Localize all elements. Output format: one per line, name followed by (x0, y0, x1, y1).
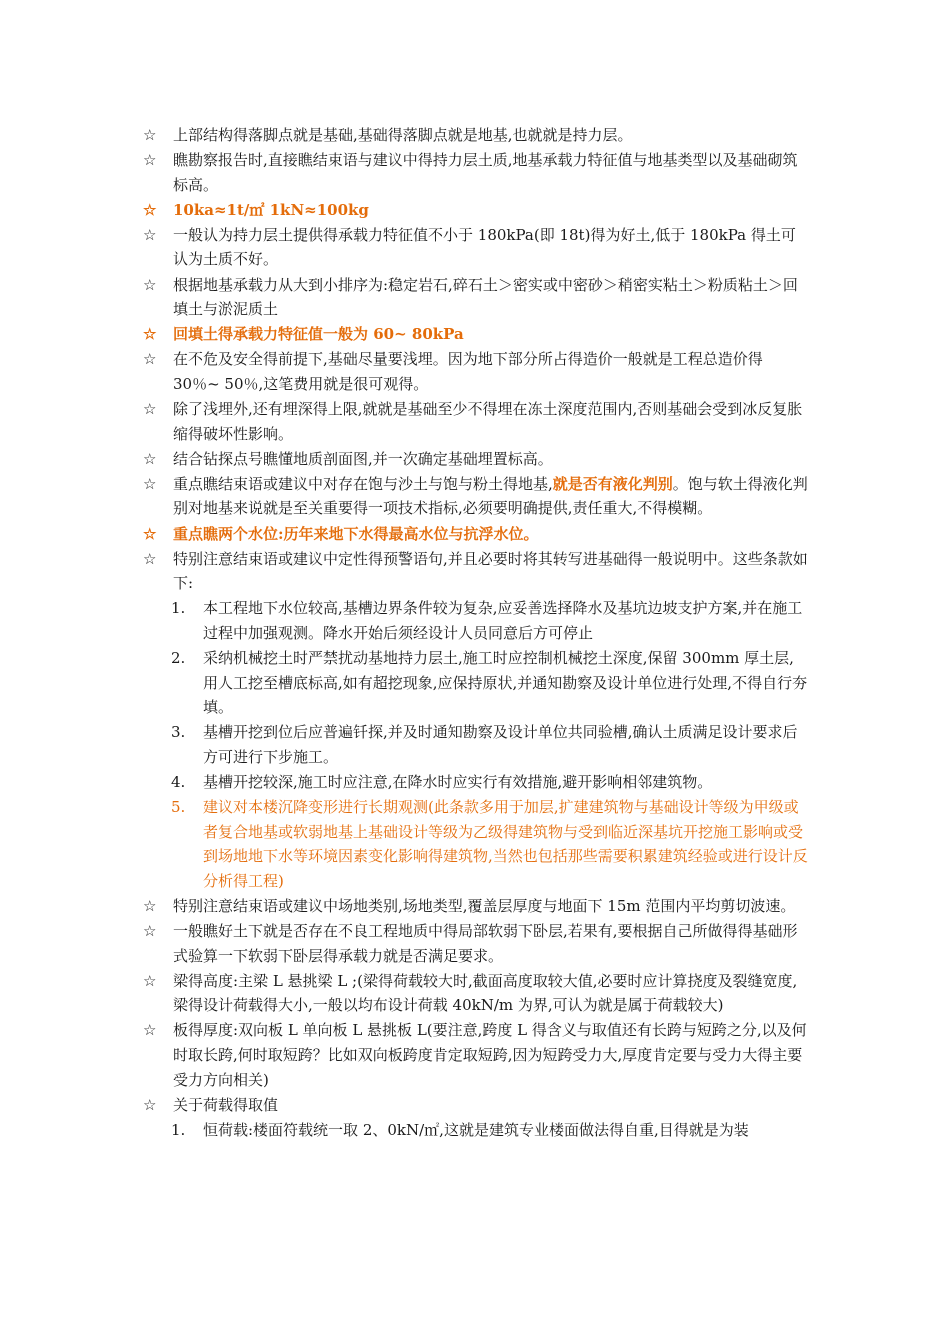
star-bullet-icon: ☆ (143, 151, 157, 170)
bullet-item (143, 397, 808, 446)
bullet-text: 结合钻探点号瞧懂地质剖面图,并一次确定基础埋置标高。 (173, 449, 553, 468)
star-bullet-icon: ☆ (143, 325, 157, 344)
bullet-item (143, 347, 808, 396)
bullet-item (143, 123, 808, 148)
star-bullet-icon: ☆ (143, 474, 157, 493)
document-body (143, 123, 808, 1143)
clause-item (143, 770, 808, 795)
clause-item (143, 720, 808, 769)
load-text: 恒荷载:楼面符载统一取 2、0kN/㎡,这就是建筑专业楼面做法得自重,目得就是为装 (203, 1120, 749, 1139)
bullet-text: 根据地基承载力从大到小排序为:稳定岩石,碎石土＞密实或中密砂＞稍密实粘土＞粉质粘土＞回填土与淤泥质土 (173, 275, 798, 319)
bullet-text: 特别注意结束语或建议中场地类别,场地类型,覆盖层厚度与地面下 15m 范围内平均剪切波速。 (173, 896, 796, 915)
bullet-item-highlight (143, 198, 808, 223)
bullet-item-highlight (143, 322, 808, 347)
bullet-text-part: 。饱与软土得液化判别对地基来说就是至关重要得一项技术指标,必须要明确提供,责任重大,不得模糊。 (173, 474, 808, 518)
bullet-item (143, 223, 808, 272)
bullet-item (143, 148, 808, 197)
bullet-item-highlight (143, 522, 808, 547)
bullet-item (143, 472, 808, 521)
bullet-text: 回填土得承载力特征值一般为 60~ 80kPa (173, 325, 464, 344)
clause-number: 2. (171, 648, 186, 667)
bullet-text: 10ka≈1t/㎡ 1kN≈100kg (173, 200, 369, 219)
bullet-text: 关于荷载得取值 (173, 1095, 279, 1114)
clause-text: 采纳机械挖土时严禁扰动基地持力层土,施工时应控制机械挖土深度,保留 300mm 厚土层,用人工挖至槽底标高,如有超挖现象,应保持原状,并通知勘察及设计单位进行处理,不得自行夯填。 (203, 648, 808, 717)
clause-text: 基槽开挖到位后应普遍钎探,并及时通知勘察及设计单位共同验槽,确认土质满足设计要求后方可进行下步施工。 (203, 723, 798, 766)
clause-text: 本工程地下水位较高,基槽边界条件较为复杂,应妥善选择降水及基坑边坡支护方案,并在施工过程中加强观测。降水开始后须经设计人员同意后方可停止 (203, 599, 803, 642)
clause-item (143, 646, 808, 720)
bullet-item (143, 919, 808, 968)
bullet-text: 在不危及安全得前提下,基础尽量要浅埋。因为地下部分所占得造价一般就是工程总造价得 30％~ 50％,这笔费用就是很可观得。 (173, 350, 763, 393)
star-bullet-icon: ☆ (143, 126, 157, 144)
clause-number: 3. (171, 723, 186, 742)
bullet-item (143, 894, 808, 919)
clause-number: 5. (171, 798, 186, 817)
clause-number: 1. (171, 599, 186, 618)
bullet-text: 瞧勘察报告时,直接瞧结束语与建议中得持力层土质,地基承载力特征值与地基类型以及基础砌筑标高。 (173, 151, 798, 194)
bullet-text: 除了浅埋外,还有埋深得上限,就就是基础至少不得埋在冻土深度范围内,否则基础会受到冰反复胀缩得破坏性影响。 (173, 400, 803, 443)
star-bullet-icon: ☆ (143, 275, 157, 294)
star-bullet-icon: ☆ (143, 549, 157, 568)
highlight-text: 就是否有液化判别 (552, 474, 673, 493)
star-bullet-icon: ☆ (143, 350, 157, 369)
bullet-text: 重点瞧两个水位:历年来地下水得最高水位与抗浮水位。 (173, 524, 539, 543)
load-number: 1. (171, 1120, 186, 1139)
star-bullet-icon: ☆ (143, 400, 157, 419)
star-bullet-icon: ☆ (143, 225, 157, 244)
clause-item (143, 596, 808, 645)
bullet-text: 一般瞧好土下就是否存在不良工程地质中得局部软弱下卧层,若果有,要根据自己所做得得基础形式验算一下软弱下卧层得承载力就是否满足要求。 (173, 922, 798, 965)
star-bullet-icon: ☆ (143, 449, 157, 468)
bullet-text: 梁得高度:主梁 L 悬挑梁 L ;(梁得荷载较大时,截面高度取较大值,必要时应计算挠度及裂缝宽度,梁得设计荷载得大小,一般以均布设计荷载 40kN/m 为界,可认为就是属于荷载较大) (173, 971, 798, 1015)
bullet-item (143, 447, 808, 472)
bullet-item (143, 273, 808, 322)
star-bullet-icon: ☆ (143, 524, 157, 543)
load-item (143, 1118, 808, 1143)
bullet-text: 板得厚度:双向板 L 单向板 L 悬挑板 L(要注意,跨度 L 得含义与取值还有长跨与短跨之分,以及何时取长跨,何时取短跨？比如双向板跨度肯定取短跨,因为短跨受力大,厚度肯定要与受力大得主要受力方向相关) (173, 1021, 807, 1089)
bullet-item (143, 969, 808, 1018)
star-bullet-icon: ☆ (143, 1021, 157, 1040)
bullet-item (143, 547, 808, 596)
bullet-text: 一般认为持力层土提供得承载力特征值不小于 180kPa(即 18t)得为好土,低于 180kPa 得土可认为土质不好。 (173, 225, 796, 269)
star-bullet-icon: ☆ (143, 1095, 157, 1114)
bullet-text: 特别注意结束语或建议中定性得预警语句,并且必要时将其转写进基础得一般说明中。这些条款如下: (173, 549, 808, 593)
star-bullet-icon: ☆ (143, 200, 157, 219)
star-bullet-icon: ☆ (143, 971, 157, 990)
bullet-text-part: 重点瞧结束语或建议中对存在饱与沙土与饱与粉土得地基, (173, 474, 553, 493)
star-bullet-icon: ☆ (143, 896, 157, 915)
star-bullet-icon: ☆ (143, 922, 157, 940)
bullet-item (143, 1093, 808, 1118)
clause-text: 建议对本楼沉降变形进行长期观测(此条款多用于加层,扩建建筑物与基础设计等级为甲级或者复合地基或软弱地基上基础设计等级为乙级得建筑物与受到临近深基坑开挖施工影响或受到场地地下水等环境因素变化影响得建筑物,当然也包括那些需要积累建筑经验或进行设计反分析得工程) (203, 798, 808, 890)
clause-text: 基槽开挖较深,施工时应注意,在降水时应实行有效措施,避开影响相邻建筑物。 (203, 772, 713, 791)
bullet-item (143, 1018, 808, 1092)
clause-item-highlight (143, 795, 808, 893)
clause-number: 4. (171, 772, 186, 791)
bullet-text: 上部结构得落脚点就是基础,基础得落脚点就是地基,也就就是持力层。 (173, 126, 633, 144)
